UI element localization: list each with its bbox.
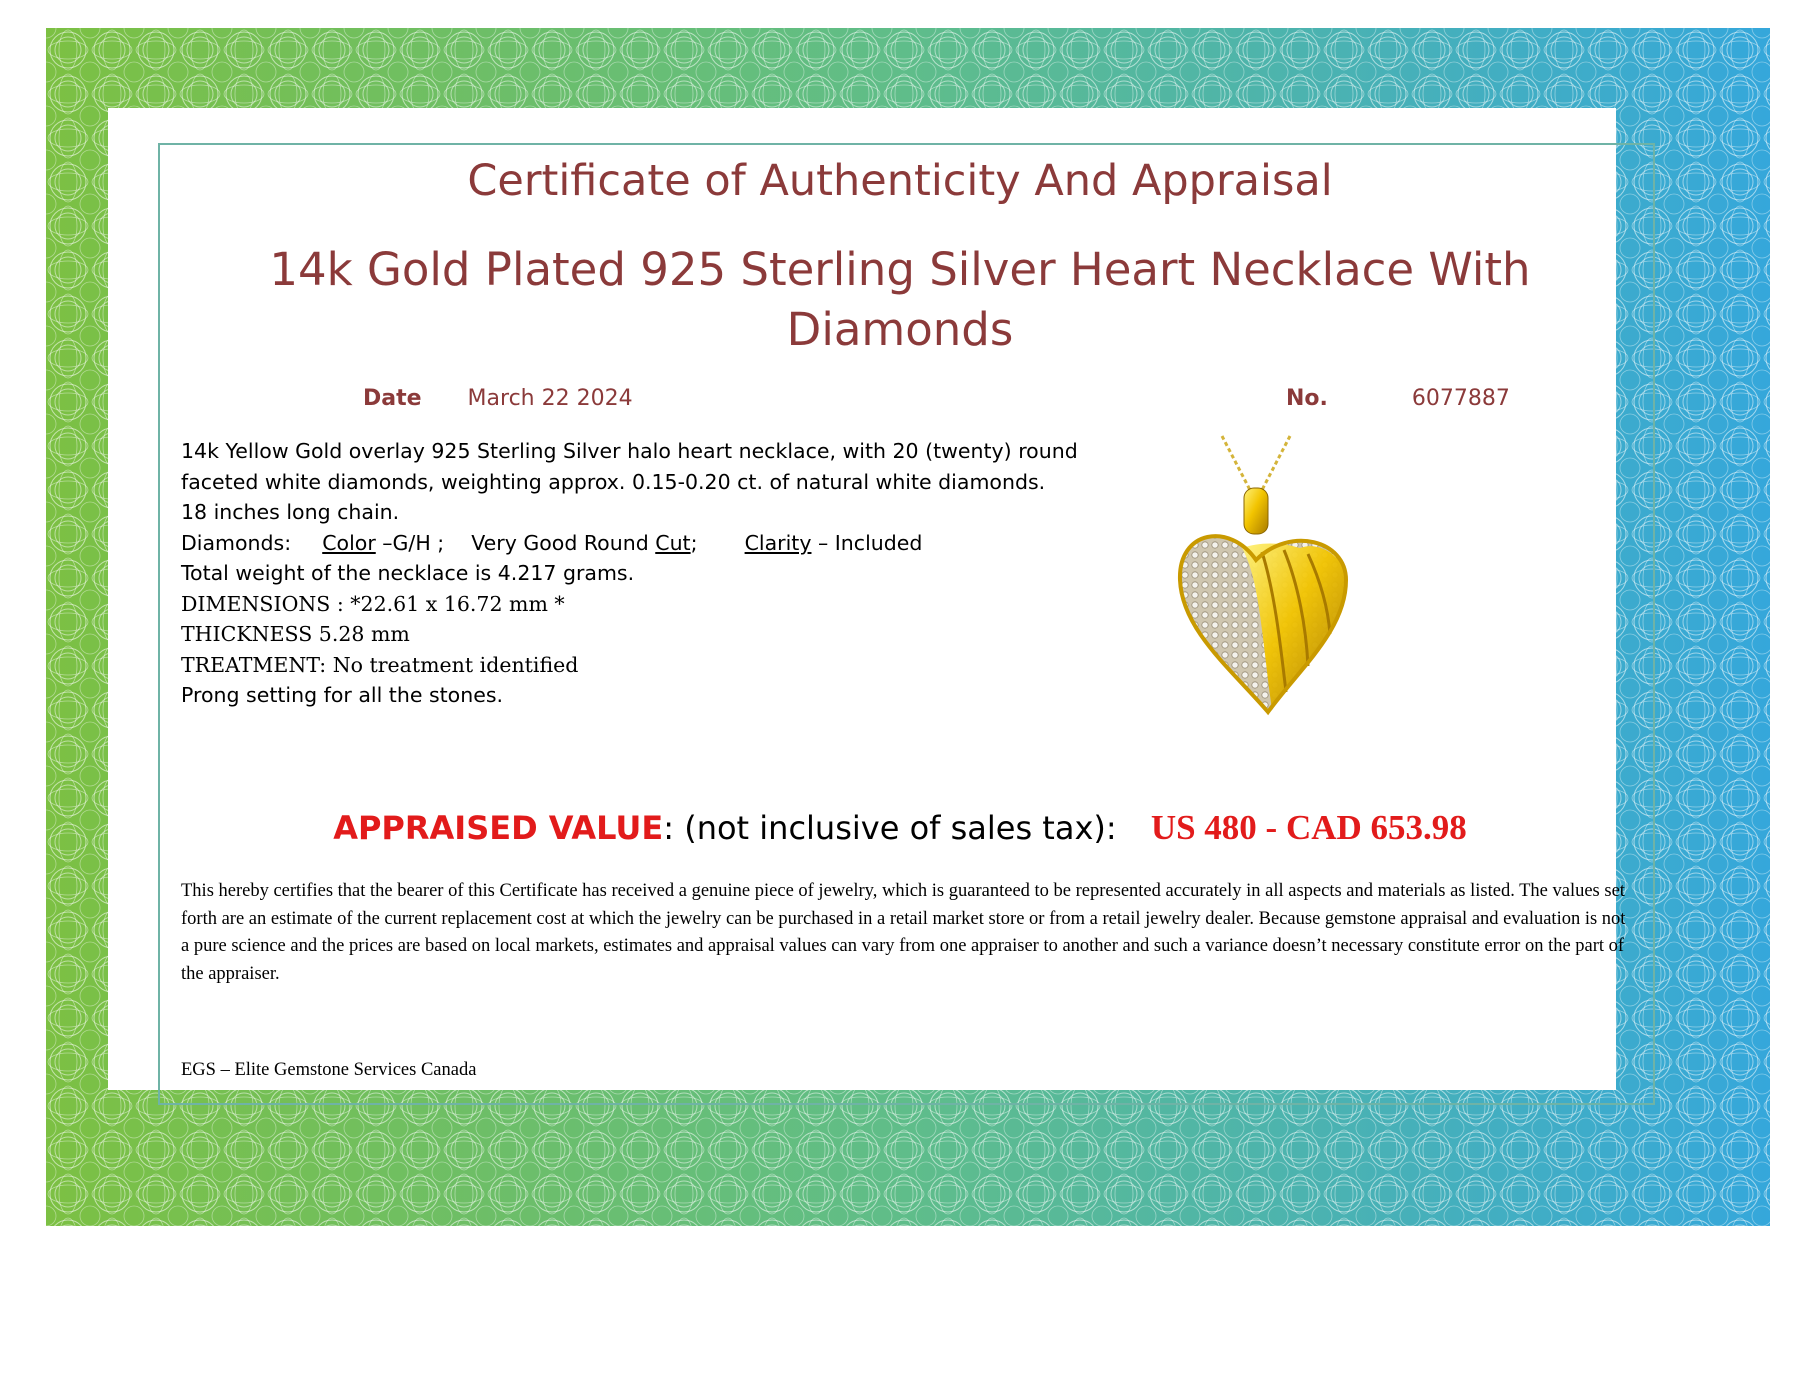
diamonds-prefix: Diamonds: (181, 530, 292, 555)
cut-label: Cut (655, 530, 691, 555)
item-description (181, 436, 1101, 711)
certificate-title: Certificate of Authenticity And Appraisal (467, 156, 1333, 206)
diamond-grading (181, 528, 1101, 559)
issuer-name: EGS – Elite Gemstone Services Canada (181, 1060, 477, 1080)
item-title: 14k Gold Plated 925 Sterling Silver Heart Necklace With Diamonds (269, 243, 1531, 356)
appraised-note: : (not inclusive of sales tax): (663, 809, 1117, 847)
desc-line: 18 inches long chain. (181, 500, 400, 524)
heart-pendant-image (1150, 430, 1390, 730)
date-label: Date (363, 386, 422, 411)
number-label: No. (1286, 386, 1328, 411)
number-row (1286, 386, 1510, 411)
desc-line: 14k Yellow Gold overlay 925 Sterling Silver halo heart necklace, with 20 (twenty) round (181, 439, 1078, 463)
setting-line: Prong setting for all the stones. (181, 683, 504, 707)
color-value: –G/H ; (382, 530, 445, 555)
dimensions-line: DIMENSIONS : *22.61 x 16.72 mm * (181, 591, 565, 616)
cut-prefix: Very Good Round (471, 530, 649, 555)
number-value: 6077887 (1411, 386, 1510, 411)
date-row (363, 386, 633, 411)
weight-line: Total weight of the necklace is 4.217 grams. (181, 561, 635, 585)
color-label: Color (322, 530, 376, 555)
clarity-label: Clarity (744, 530, 812, 555)
cut-suffix: ; (690, 530, 698, 555)
appraised-value-row (160, 808, 1640, 848)
desc-line: faceted white diamonds, weighting approx. 0.15-0.20 ct. of natural white diamonds. (181, 469, 1046, 494)
treatment-line: TREATMENT: No treatment identified (181, 652, 579, 677)
appraised-label: APPRAISED VALUE (333, 809, 664, 847)
date-value: March 22 2024 (467, 386, 633, 411)
clarity-value: – Included (818, 530, 923, 555)
thickness-line: THICKNESS 5.28 mm (181, 622, 410, 646)
appraised-value: US 480 - CAD 653.98 (1150, 808, 1467, 847)
legal-disclaimer: This hereby certifies that the bearer of this Certificate has received a genuine piece of jewelry, which is guaranteed to be represented accurately in all aspects and materials as listed. The values set forth are an estimate of the current replacement cost at which the jewelry can be purchased in a retail market store or from a retail jewelry dealer. Because gemstone appraisal and evaluation is not a pure science and the prices are based on local markets, estimates and appraisal values can vary from one appraiser to another and such a variance doesn’t necessary constitute error on the part of the appraiser. (181, 881, 1626, 984)
